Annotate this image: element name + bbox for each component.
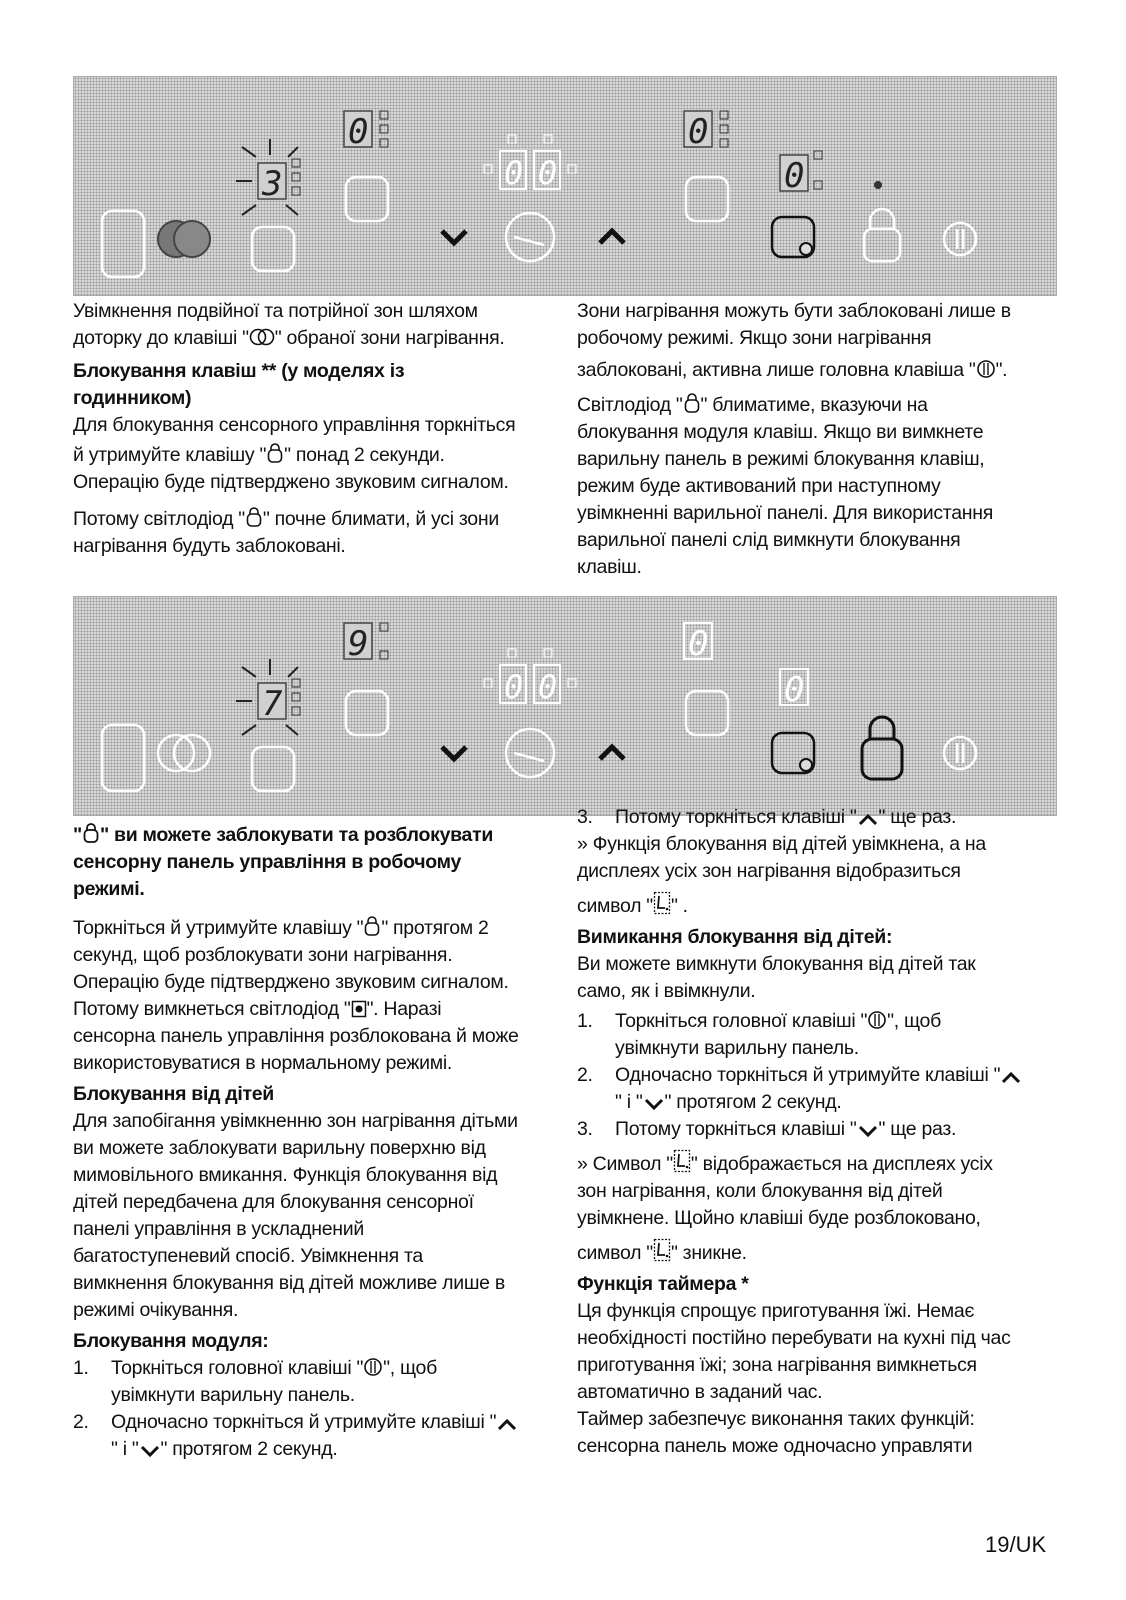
text-line: зон нагрівання, коли блокування від дітей	[577, 1180, 943, 1202]
rear-right-zone-key	[686, 177, 728, 221]
lock-icon	[862, 717, 902, 779]
panel-top-drawing	[74, 77, 1056, 295]
power-icon	[363, 1357, 383, 1377]
page-number: 19/UK	[985, 1532, 1047, 1557]
down-arrow-icon	[442, 231, 466, 243]
timer-key-icon	[506, 729, 554, 777]
rear-right-display	[684, 623, 712, 664]
rear-left-zone-key	[346, 691, 388, 735]
display-digit: 0	[688, 112, 709, 152]
timer-digit: 0	[504, 668, 524, 706]
module-lock-steps	[73, 1355, 548, 1463]
text-line: варильної панелі слід вимкнути блокування	[577, 529, 961, 551]
power-icon	[944, 737, 976, 769]
text-line: режим буде активований при наступному	[577, 475, 941, 497]
text-line: секунд, щоб розблокувати зони нагрівання.	[73, 944, 453, 966]
child-lock-symbol-icon	[673, 1149, 691, 1173]
front-left-display	[236, 139, 300, 215]
text-line: необхідності постійно перебувати на кухні під час	[577, 1327, 1011, 1349]
lock-icon	[864, 209, 900, 261]
front-left-zone-key	[252, 227, 294, 271]
text-line: режимі очікування.	[73, 1299, 239, 1321]
lock-led-icon	[245, 506, 263, 528]
front-right-display	[780, 151, 882, 196]
rear-right-zone-key	[686, 691, 728, 735]
display-digit: 7	[262, 684, 283, 724]
text-line: » Функція блокування від дітей увімкнена, а на	[577, 833, 986, 855]
text-line: Операцію буде підтверджено звуковим сигналом.	[73, 471, 509, 493]
text-line: ви можете заблокувати варильну поверхню від	[73, 1137, 486, 1159]
lock-icon	[266, 442, 284, 464]
text-line: Увімкнення подвійної та потрійної зон шляхом	[73, 300, 478, 322]
text-line: дітей передбачена для блокування сенсорної	[73, 1191, 474, 1213]
lock-led-icon	[683, 392, 701, 414]
text-line: багатоступеневий спосіб. Увімкнення та	[73, 1245, 423, 1267]
timer-hand	[514, 237, 544, 245]
lock-icon	[363, 915, 381, 937]
extra-zone-key	[102, 725, 144, 791]
child-lock-symbol-icon	[653, 1238, 671, 1262]
list-item: 2. Одночасно торкніться й утримуйте клавіші " " і " " протягом 2 секунд.	[73, 1409, 548, 1463]
text-line: Потому вимкнеться світлодіод " ". Наразі	[73, 998, 442, 1020]
section-heading: годинником)	[73, 387, 192, 409]
section-heading: " " ви можете заблокувати та розблокувати	[73, 824, 494, 846]
timer-key-icon	[506, 213, 554, 261]
text-line: доторку до клавіші " " обраної зони нагрівання.	[73, 327, 505, 349]
text-line: використовуватися в нормальному режимі.	[73, 1052, 452, 1074]
text-line: Світлодіод " " блиматиме, вказуючи на	[577, 394, 928, 416]
front-right-display	[780, 669, 808, 710]
up-arrow-icon	[496, 1417, 518, 1431]
timer-digit: 0	[538, 668, 558, 706]
left-column-section-2	[73, 822, 548, 1463]
list-item: 2. Одночасно торкніться й утримуйте клавіші " " і " " протягом 2 секунд.	[577, 1062, 1052, 1116]
up-arrow-icon	[600, 747, 624, 759]
dual-zone-key-icon	[158, 735, 210, 771]
text-line: увімкненні варильної панелі. Для використання	[577, 502, 993, 524]
power-icon	[944, 223, 976, 255]
text-line: символ " " зникне.	[577, 1238, 1052, 1267]
power-icon	[976, 359, 996, 379]
text-line: Операцію буде підтверджено звуковим сигналом.	[73, 971, 509, 993]
rear-left-zone-key	[346, 177, 388, 221]
display-digit: 0	[784, 156, 805, 196]
display-digit: 9	[348, 624, 369, 664]
text-line: приготування їжі; зона нагрівання вимкнеться	[577, 1354, 977, 1376]
text-line: Для запобігання увімкненню зон нагрівання дітьми	[73, 1110, 518, 1132]
text-line: Потому світлодіод " " почне блимати, й усі зони	[73, 508, 499, 530]
right-column-section-1	[577, 298, 1052, 581]
text-line: заблоковані, активна лише головна клавіша " ".	[577, 359, 1008, 381]
text-line: панелі управління в ускладнений	[73, 1218, 364, 1240]
timer-digit: 0	[504, 154, 524, 192]
display-digit: 0	[784, 670, 805, 710]
text-line: Ця функція спрощує приготування їжі. Немає	[577, 1300, 975, 1322]
list-item: 3. Потому торкніться клавіші " " ще раз.	[577, 806, 957, 828]
text-line: автоматично в заданий час.	[577, 1381, 823, 1403]
display-digit: 0	[348, 112, 369, 152]
list-item: 3. Потому торкніться клавіші " " ще раз.	[577, 1118, 957, 1140]
text-line: сенсорна панель управління розблокована й може	[73, 1025, 519, 1047]
down-arrow-icon	[139, 1444, 161, 1458]
section-heading: Блокування від дітей	[73, 1083, 274, 1105]
timer-display	[484, 649, 576, 706]
text-line: варильну панель в режимі блокування клавіш,	[577, 448, 985, 470]
rear-left-display	[344, 111, 388, 152]
dual-zone-icon	[249, 327, 275, 347]
control-panel-illustration-bottom	[73, 596, 1057, 816]
text-line: блокування модуля клавіш. Якщо ви вимкнете	[577, 421, 984, 443]
dual-zone-key-icon	[158, 221, 210, 257]
up-arrow-icon	[857, 812, 879, 826]
extra-zone-key	[102, 211, 144, 277]
control-panel-illustration-top	[73, 76, 1057, 296]
section-heading: Блокування модуля:	[73, 1330, 269, 1352]
timer-display	[484, 135, 576, 192]
section-heading: Вимикання блокування від дітей:	[577, 926, 893, 948]
lock-icon	[82, 822, 100, 844]
text-line: Для блокування сенсорного управління торкніться	[73, 414, 516, 436]
led-icon	[351, 1000, 367, 1018]
text-line: » Символ " " відображається на дисплеях усіх	[577, 1149, 1052, 1178]
down-arrow-icon	[442, 747, 466, 759]
timer-digit: 0	[538, 154, 558, 192]
text-line: нагрівання будуть заблоковані.	[73, 535, 346, 557]
child-lock-step-3	[577, 804, 1052, 831]
list-item: 1. Торкніться головної клавіші " ", щоб увімкнути варильну панель.	[577, 1010, 941, 1059]
text-line: Ви можете вимкнути блокування від дітей так	[577, 953, 976, 975]
up-arrow-icon	[600, 231, 624, 243]
text-line: само, як і ввімкнули.	[577, 980, 756, 1002]
panel-bottom-drawing	[74, 597, 1056, 815]
timer-hand	[514, 753, 544, 761]
display-digit: 3	[262, 164, 283, 204]
child-lock-off-steps	[577, 1008, 1052, 1143]
text-line: й утримуйте клавішу " " понад 2 секунди.	[73, 444, 445, 466]
text-line: Торкніться й утримуйте клавішу " " протягом 2	[73, 917, 489, 939]
text-line: дисплеях усіх зон нагрівання відобразиться	[577, 860, 961, 882]
rear-right-display	[684, 111, 728, 152]
power-icon	[867, 1010, 887, 1030]
text-line: Зони нагрівання можуть бути заблоковані лише в	[577, 300, 1011, 322]
right-column-section-2	[577, 804, 1052, 1460]
display-digit: 0	[688, 624, 709, 664]
front-left-display	[236, 659, 300, 735]
up-arrow-icon	[1000, 1070, 1022, 1084]
down-arrow-icon	[643, 1097, 665, 1111]
rear-left-display	[344, 623, 388, 664]
list-item: 1. Торкніться головної клавіші " ", щоб увімкнути варильну панель.	[73, 1357, 437, 1406]
section-heading: Функція таймера *	[577, 1273, 749, 1295]
text-line: клавіш.	[577, 556, 642, 578]
text-line: вимкнення блокування від дітей можливе лише в	[73, 1272, 505, 1294]
text-line: символ " " .	[577, 891, 1052, 920]
text-line: мимовільного вмикання. Функція блокування від	[73, 1164, 498, 1186]
text-line: увімкнене. Щойно клавіші буде розблоковано,	[577, 1207, 981, 1229]
section-heading: Блокування клавіш ** (у моделях із	[73, 360, 405, 382]
left-column-section-1	[73, 298, 548, 560]
text-line: робочому режимі. Якщо зони нагрівання	[577, 327, 932, 349]
front-left-zone-key	[252, 747, 294, 791]
text-line: Таймер забезпечує виконання таких функцій:	[577, 1408, 975, 1430]
section-heading: сенсорну панель управління в робочому	[73, 851, 462, 873]
down-arrow-icon	[857, 1124, 879, 1138]
child-lock-symbol-icon	[653, 891, 671, 915]
text-line: сенсорна панель може одночасно управляти	[577, 1435, 973, 1457]
section-heading: режимі.	[73, 878, 145, 900]
